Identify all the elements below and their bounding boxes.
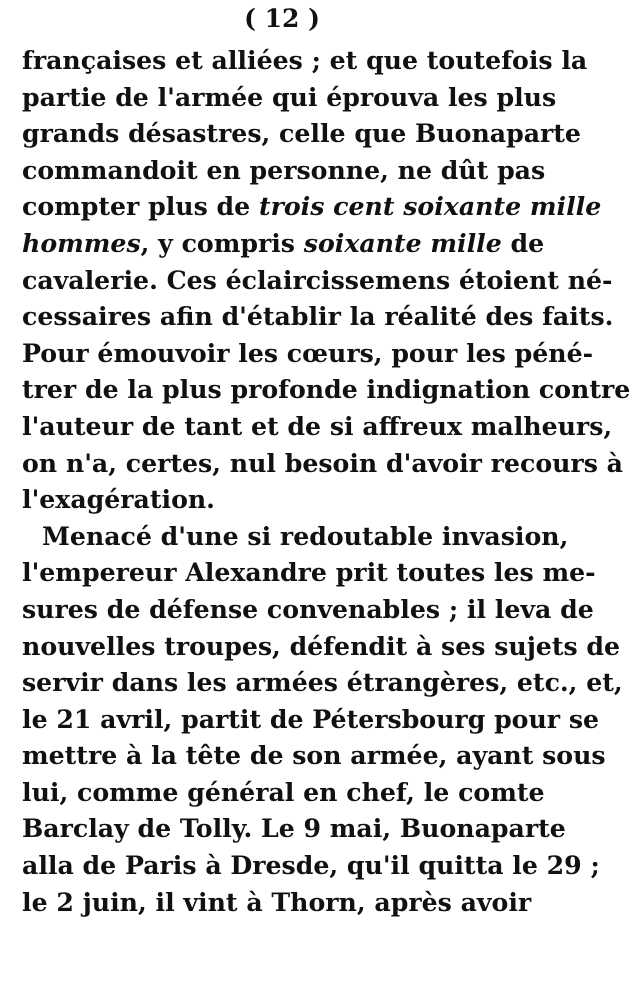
- text-segment: alla de Paris à Dresde, qu'il quitta le 29 ;: [22, 850, 600, 881]
- text-segment: l'exagération.: [22, 484, 215, 515]
- text-line: [22, 225, 545, 262]
- text-segment: servir dans les armées étrangères, etc., et,: [22, 667, 623, 698]
- text-line: [22, 371, 630, 408]
- text-line: [22, 481, 542, 518]
- italic-text: hommes: [22, 227, 141, 258]
- text-line: [22, 152, 546, 189]
- text-segment: Barclay de Tolly. Le 9 mai, Buonaparte: [22, 813, 566, 844]
- text-line: [22, 42, 588, 79]
- text-line: [22, 188, 602, 225]
- text-line: [22, 554, 596, 591]
- text-line: [22, 262, 613, 299]
- text-line: [22, 408, 613, 445]
- text-segment: compter plus de: [22, 191, 259, 222]
- text-segment: le 21 avril, partit de Pétersbourg pour se: [22, 703, 600, 734]
- text-segment: cavalerie. Ces éclaircissemens étoient né-: [22, 264, 613, 295]
- text-segment: commandoit en personne, ne dût pas: [22, 154, 546, 185]
- text-segment: on n'a, certes, nul besoin d'avoir recours à: [22, 447, 623, 478]
- text-line: [22, 298, 614, 335]
- text-line: [22, 737, 606, 774]
- text-segment: Pour émouvoir les cœurs, pour les péné-: [22, 337, 594, 368]
- text-line: [22, 774, 545, 811]
- text-line: [22, 445, 623, 482]
- text-line: [22, 884, 542, 921]
- text-segment: le 2 juin, il vint à Thorn, après avoir: [22, 886, 532, 917]
- text-segment: nouvelles troupes, défendit à ses sujets de: [22, 630, 621, 661]
- text-line: [22, 810, 566, 847]
- text-segment: de: [501, 227, 545, 258]
- text-segment: françaises et alliées ; et que toutefois la: [22, 45, 588, 75]
- text-line: [22, 591, 594, 628]
- page-number: ( 12 ): [244, 4, 320, 33]
- text-line: [22, 79, 557, 116]
- text-line: [22, 664, 623, 701]
- italic-text: soixante mille: [303, 227, 502, 258]
- text-segment: lui, comme général en chef, le comte: [22, 776, 545, 807]
- body-text: [22, 42, 630, 920]
- text-line: [22, 115, 581, 152]
- text-segment: partie de l'armée qui éprouva les plus: [22, 81, 557, 112]
- text-segment: cessaires afin d'établir la réalité des faits.: [22, 301, 614, 332]
- text-segment: mettre à la tête de son armée, ayant sous: [22, 740, 606, 771]
- text-line: [22, 518, 569, 555]
- text-line: [22, 335, 594, 372]
- text-segment: grands désastres, celle que Buonaparte: [22, 118, 581, 149]
- text-segment: sures de défense convenables ; il leva de: [22, 593, 594, 624]
- text-line: [22, 701, 600, 738]
- text-segment: l'empereur Alexandre prit toutes les me-: [22, 557, 596, 588]
- italic-text: trois cent soixante mille: [258, 191, 602, 222]
- text-line: [22, 847, 600, 884]
- text-segment: Menacé d'une si redoutable invasion,: [42, 520, 569, 551]
- text-segment: , y compris: [140, 227, 304, 258]
- text-line: [22, 628, 621, 665]
- text-segment: l'auteur de tant et de si affreux malheurs,: [22, 410, 613, 441]
- text-segment: trer de la plus profonde indignation contre: [22, 374, 630, 405]
